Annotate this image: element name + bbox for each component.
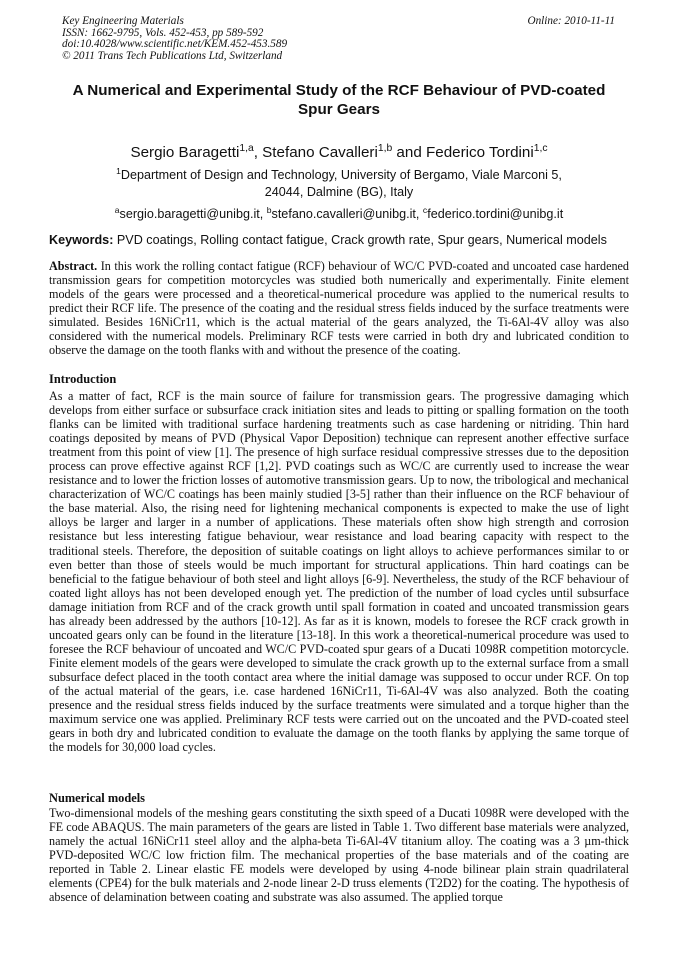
affiliation-line-2: 24044, Dalmine (BG), Italy — [264, 184, 414, 199]
affiliation-sup: 1 — [116, 165, 121, 176]
journal-issn: ISSN: 1662-9795, Vols. 452-453, pp 589-592 — [62, 26, 264, 39]
email-address: sergio.baragetti@unibg.it, — [119, 207, 267, 221]
author-list — [0, 143, 678, 162]
affiliation-line-1: Department of Design and Technology, University of Bergamo, Viale Marconi 5, — [120, 168, 562, 182]
keywords — [49, 232, 639, 248]
email-sup: b — [266, 204, 272, 215]
numerical-models-text: Two-dimensional models of the meshing gears constituting the sixth speed of a Ducati 1098R were developed with the FE code ABAQUS. The main parameters of the gears are listed in Table 1. Two different base materials were analyzed, namely the actual 16NiCr11 steel alloy and the alpha-beta Ti-6Al-4V titanium alloy. The coating was a 3 µm-thick PVD-deposited WC/C low friction film. The mechanical properties of the base materials and of the coating are reported in Table 2. Linear elastic FE models were developed by using 4-node bilinear plain strain quadrilateral elements (CPE4) for the bulk materials and 2-node linear 2-D truss elements (T2D2) for the coating. The hypothesis of absence of delamination between coating and substrate was also assumed. The applied torque — [49, 806, 629, 905]
paper-title — [40, 82, 638, 119]
journal-name: Key Engineering Materials — [62, 15, 184, 27]
author-sup: 1,b — [377, 142, 393, 154]
author-name: Stefano Cavalleri — [262, 144, 378, 161]
email-sup: a — [114, 204, 120, 215]
author-name: Sergio Baragetti — [130, 144, 240, 161]
abstract-label: Abstract. — [49, 259, 98, 273]
abstract — [49, 259, 629, 357]
author-separator: and — [392, 144, 426, 161]
author-sup: 1,c — [533, 142, 548, 154]
section-heading-introduction: Introduction — [49, 372, 117, 386]
journal-doi: doi:10.4028/www.scientific.net/KEM.452-453.589 — [62, 38, 288, 51]
email-address: federico.tordini@unibg.it — [427, 207, 564, 221]
abstract-text: In this work the rolling contact fatigue (RCF) behaviour of WC/C PVD-coated and uncoated case hardened transmission gears for competition motorcycles was studied both numerically and experimentally. Finite element models of the gears were processed and a theoretical-numerical procedure was applied to the numerical results to predict their RCF life. The presence of the coating and the residual stress fields induced by the surface treatments were simulated. Besides 16NiCr11, which is the actual material of the gears analyzed, the Ti-6Al-4V alloy was also considered with the numerical models. Preliminary RCF tests were carried in both dry and lubricated condition to observe the damage on the tooth flanks with and without the presence of the coating. — [49, 259, 629, 358]
author-sup: 1,a — [239, 142, 254, 154]
email-sup: c — [422, 204, 428, 215]
journal-info — [62, 16, 482, 62]
email-list — [0, 206, 678, 222]
author-separator: , — [253, 144, 263, 161]
affiliation — [110, 167, 568, 200]
title-line-1: A Numerical and Experimental Study of the RCF Behaviour of PVD-coated — [72, 82, 606, 99]
section-heading-numerical-models: Numerical models — [49, 791, 146, 805]
introduction-text: As a matter of fact, RCF is the main source of failure for transmission gears. The progressive damaging which develops from either surface or subsurface crack initiation sites and leads to pitting or spalling formation on the tooth flanks can be limited with traditional surface hardening treatments such as case hardening or nitriding. Thin hard coatings deposited by means of PVD (Physical Vapor Deposition) technique can represent another effective surface treatment from this point of view [1]. The presence of high surface residual compressive stresses due to the deposition process can prove effective against RCF [1,2]. PVD coatings such as WC/C are currently used to increase the wear resistance and to lower the friction losses of automotive transmission gears. Up to now, the tribological and mechanical characterization of WC/C coatings has been mainly studied [3-5] rather than their influence on the RCF behaviour of the base material. Also, the rising need for lightening mechanical components is expected to make the use of light alloys be larger and larger in a number of applications. These materials often show high strength and corrosion resistance but less interesting fatigue behaviour, wear resistance and load bearing capacity with respect to the traditional steels. Therefore, the deposition of suitable coatings on light alloys to achieve performances similar to or even better than those of steels would be much important for structural applications. Thin hard coatings can be beneficial to the fatigue behaviour of both steel and light alloys [6-9]. Nevertheless, the study of the RCF behaviour of coated light alloys has not been developed enough yet. The prediction of the number of load cycles until subsurface damage initiation from RCF and of the crack growth until spall formation in coated and uncoated transmission gears has already been addressed by the authors [10-12]. As far as it is known, models to foresee the RCF crack growth in uncoated gears only can be found in the literature [13-18]. In this work a theoretical-numerical procedure was used to foresee the RCF behaviour of uncoated and WC/C PVD-coated spur gears of a Ducati 1098R competition motorcycle. Finite element models of the gears were developed to simulate the crack growth up to the external surface from a small subsurface defect placed in the tooth contact area where the initial damage was supposed to occur under RCF. On top of the actual material of the gears, i.e. case hardened 16NiCr11, Ti-6Al-4V was also analyzed. Both the coating presence and the residual stress fields induced by the surface treatments were simulated and a torque higher than the maximum service one was applied. Preliminary RCF tests were carried out on the uncoated and the PVD-coated steel gears in both dry and lubricated condition to evaluate the damage on the tooth flanks by applying the same torque of the models for 30,000 load cycles. — [49, 389, 629, 755]
keywords-text: PVD coatings, Rolling contact fatigue, Crack growth rate, Spur gears, Numerical models — [113, 233, 607, 247]
author-name: Federico Tordini — [425, 144, 534, 161]
email-address: stefano.cavalleri@unibg.it, — [271, 207, 423, 221]
keywords-label: Keywords: — [49, 233, 114, 247]
online-date: Online: 2010-11-11 — [527, 15, 615, 27]
title-line-2: Spur Gears — [298, 100, 380, 118]
journal-copyright: © 2011 Trans Tech Publications Ltd, Switzerland — [62, 49, 283, 62]
